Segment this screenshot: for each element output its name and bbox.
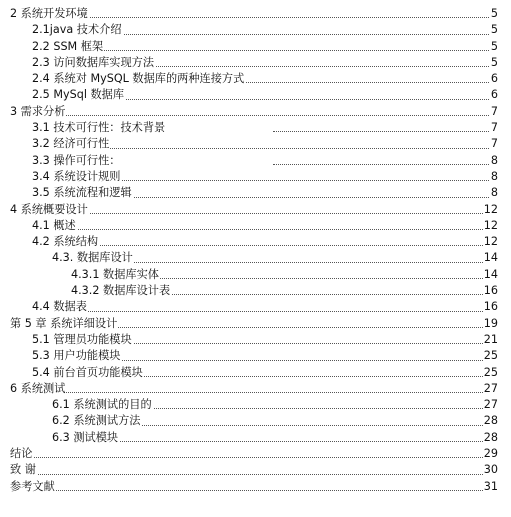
toc-entry-title: 3.3 操作可行性：: [32, 153, 121, 169]
toc-page-number: 6: [490, 71, 498, 87]
toc-page-number: 25: [483, 365, 498, 381]
toc-entry[interactable]: [0, 185, 511, 201]
toc-entry[interactable]: [0, 153, 511, 169]
toc-page-number: 7: [490, 104, 498, 120]
toc-page-number: 12: [483, 218, 498, 234]
toc-page-number: 8: [490, 185, 498, 201]
toc-entry-title: 4.3. 数据库设计: [52, 250, 134, 266]
toc-page-number: 16: [483, 283, 498, 299]
toc-page-number: 6: [490, 87, 498, 103]
toc-entry[interactable]: [0, 169, 511, 185]
toc-entry[interactable]: [0, 267, 511, 283]
toc-entry[interactable]: [0, 479, 511, 495]
toc-page-number: 8: [490, 169, 498, 185]
toc-entry[interactable]: [0, 87, 511, 103]
toc-entry-title: 3.1 技术可行性：技术背景: [32, 120, 166, 136]
toc-entry[interactable]: [0, 250, 511, 266]
toc-page-number: 27: [483, 397, 498, 413]
toc-entry[interactable]: [0, 283, 511, 299]
toc-entry[interactable]: [0, 348, 511, 364]
toc-dot-leader: [273, 164, 491, 165]
toc-entry[interactable]: [0, 397, 511, 413]
toc-entry-title: 2.1java 技术介绍: [32, 22, 123, 38]
toc-page-number: 25: [483, 348, 498, 364]
toc-entry-title: 3.4 系统设计规则: [32, 169, 121, 185]
toc-page-number: 5: [490, 6, 498, 22]
toc-entry-title: 4.3.1 数据库实体: [71, 267, 160, 283]
toc-entry[interactable]: [0, 55, 511, 71]
toc-page-number: 27: [483, 381, 498, 397]
toc-dot-leader: [273, 131, 491, 132]
toc-entry-title: 致 谢: [10, 462, 37, 478]
toc-entry[interactable]: [0, 71, 511, 87]
toc-entry[interactable]: [0, 39, 511, 55]
toc-entry-title: 2.4 系统对 MySQL 数据库的两种连接方式: [32, 71, 245, 87]
toc-page-number: 28: [483, 413, 498, 429]
toc-entry-title: 4.2 系统结构: [32, 234, 99, 250]
toc-entry-title: 5.3 用户功能模块: [32, 348, 121, 364]
toc-page-number: 14: [483, 267, 498, 283]
toc-page-number: 19: [483, 316, 498, 332]
toc-entry-title: 4.1 概述: [32, 218, 77, 234]
toc-entry-title: 3.2 经济可行性: [32, 136, 110, 152]
toc-entry-title: 2.2 SSM 框架: [32, 39, 104, 55]
toc-dot-leader: [32, 311, 491, 312]
toc-entry-title: 4.3.2 数据库设计表: [71, 283, 171, 299]
toc-entry[interactable]: [0, 446, 511, 462]
toc-page-number: 5: [490, 22, 498, 38]
toc-entry-title: 2.5 MySql 数据库: [32, 87, 125, 103]
toc-entry[interactable]: [0, 430, 511, 446]
toc-page-number: 14: [483, 250, 498, 266]
toc-page-number: 28: [483, 430, 498, 446]
toc-entry-title: 6.1 系统测试的目的: [52, 397, 153, 413]
toc-entry[interactable]: [0, 218, 511, 234]
toc-page-number: 16: [483, 299, 498, 315]
toc-entry-title: 4.4 数据表: [32, 299, 88, 315]
toc-entry[interactable]: [0, 316, 511, 332]
toc-entry[interactable]: [0, 202, 511, 218]
toc-entry-title: 6.3 测试模块: [52, 430, 119, 446]
toc-entry-title: 5.4 前台首页功能模块: [32, 365, 144, 381]
toc-page-number: 7: [490, 120, 498, 136]
toc-entry[interactable]: [0, 22, 511, 38]
toc-dot-leader: [10, 115, 491, 116]
toc-entry-title: 结论: [10, 446, 33, 462]
toc-dot-leader: [10, 490, 491, 491]
toc-entry[interactable]: [0, 120, 511, 136]
toc-page-number: 5: [490, 39, 498, 55]
toc-entry-title: 5.1 管理员功能模块: [32, 332, 133, 348]
toc-dot-leader: [32, 229, 491, 230]
toc-entry-title: 6 系统测试: [10, 381, 66, 397]
toc-entry-title: 第 5 章 系统详细设计: [10, 316, 118, 332]
toc-entry[interactable]: [0, 104, 511, 120]
toc-entry-title: 参考文献: [10, 479, 56, 495]
toc-entry[interactable]: [0, 299, 511, 315]
toc-page-number: 8: [490, 153, 498, 169]
toc-page-number: 29: [483, 446, 498, 462]
toc-page-number: 31: [483, 479, 498, 495]
toc-page-number: 21: [483, 332, 498, 348]
toc-entry[interactable]: [0, 234, 511, 250]
toc-page-number: 12: [483, 202, 498, 218]
toc-entry-title: 3 需求分析: [10, 104, 66, 120]
toc-entry[interactable]: [0, 462, 511, 478]
toc-entry-title: 3.5 系统流程和逻辑: [32, 185, 133, 201]
toc-entry-title: 6.2 系统测试方法: [52, 413, 141, 429]
toc-page-number: 5: [490, 55, 498, 71]
toc-dot-leader: [10, 457, 491, 458]
toc-entry-title: 2 系统开发环境: [10, 6, 89, 22]
toc-page-number: 7: [490, 136, 498, 152]
toc-entry-title: 2.3 访问数据库实现方法: [32, 55, 155, 71]
toc-entry[interactable]: [0, 365, 511, 381]
toc-dot-leader: [10, 392, 491, 393]
toc-entry[interactable]: [0, 136, 511, 152]
toc-page-number: 12: [483, 234, 498, 250]
toc-entry[interactable]: [0, 381, 511, 397]
toc-entry[interactable]: [0, 6, 511, 22]
toc-page-number: 30: [483, 462, 498, 478]
toc-dot-leader: [10, 474, 491, 475]
toc-dot-leader: [32, 245, 491, 246]
toc-entry[interactable]: [0, 332, 511, 348]
table-of-contents: [0, 6, 511, 495]
toc-entry[interactable]: [0, 413, 511, 429]
toc-entry-title: 4 系统概要设计: [10, 202, 89, 218]
